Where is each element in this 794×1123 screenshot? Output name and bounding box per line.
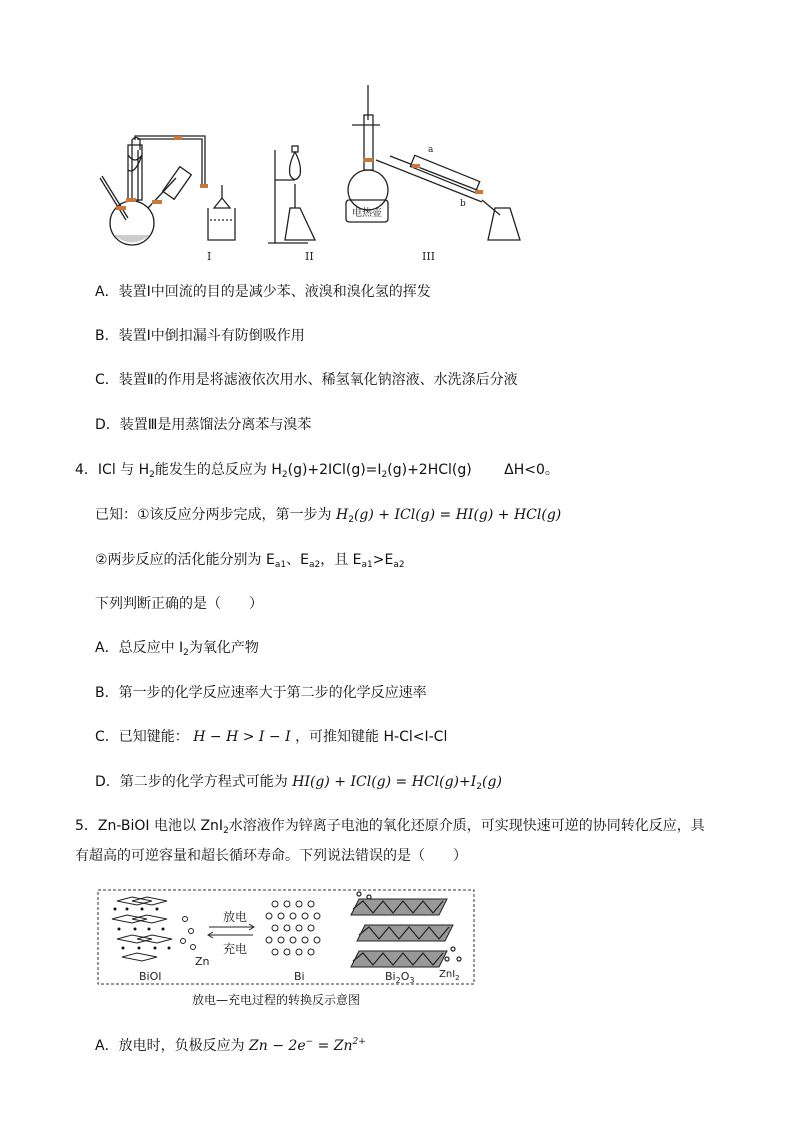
q4-stem: 4．ICl 与 $H_2$能发生的总反应为 $H_2(g)+2ICl(g)=I_2(g)+2HCl(g)$ ΔH<0。: [75, 462, 559, 480]
port-a-label: a: [428, 145, 434, 155]
q5-option-a: A．放电时，负极反应为 $Zn - 2e^- = Zn^{2+}$: [95, 1037, 366, 1054]
apparatus-ii-label: II: [305, 250, 314, 263]
q4-known-1: 已知：①该反应分两步完成，第一步为 $H_2(g) + ICl(g) = HI(g) + HCl(g)$: [95, 507, 562, 525]
q3-option-a: A．装置Ⅰ中回流的目的是减少苯、液溴和溴化氢的挥发: [95, 284, 431, 300]
discharge-label: 放电: [223, 910, 248, 924]
q3-option-b: B．装置Ⅰ中倒扣漏斗有防倒吸作用: [95, 328, 305, 344]
zn-label: Zn: [195, 955, 210, 968]
charge-label: 充电: [223, 942, 248, 956]
heater-label: 电热壶: [352, 208, 382, 219]
q4-question: 下列判断正确的是（ ）: [95, 596, 263, 612]
q4-option-d: D．第二步的化学方程式可能为 $HI(g) + ICl(g) = HCl(g)+I_2(g)$: [95, 774, 502, 792]
biol-label: BiOI: [139, 970, 162, 983]
zni2-label: ZnI$_2$: [439, 969, 460, 982]
apparatus-i-label: I: [207, 250, 212, 263]
conversion-diagram: [97, 889, 477, 987]
q4-option-b: B．第一步的化学反应速率大于第二步的化学反应速率: [95, 685, 427, 701]
bi2o3-label: $Bi_2O_3$: [385, 970, 415, 985]
port-b-label: b: [460, 199, 466, 209]
apparatus-iii-label: III: [422, 250, 436, 263]
figure-caption: 放电—充电过程的转换反示意图: [192, 993, 361, 1007]
q4-option-c: C．已知键能： H − H > I − I ，可推知键能 H-Cl<I-Cl: [95, 729, 448, 745]
q5-stem-line1: 5．Zn-BiOI 电池以 ZnI$_2$水溶液作为锌离子电池的氧化还原介质，可实现快速可逆的协同转化反应，具: [75, 818, 705, 836]
bi-label: Bi: [294, 970, 305, 983]
q3-option-c: C．装置Ⅱ的作用是将滤液依次用水、稀氢氧化钠溶液、水洗涤后分液: [95, 372, 518, 388]
q4-option-a: A．总反应中 $I_2$为氧化产物: [95, 640, 259, 658]
q5-stem-line2: 有超高的可逆容量和超长循环寿命。下列说法错误的是（ ）: [75, 848, 467, 864]
apparatus-figure: [90, 80, 530, 265]
q3-option-d: D．装置Ⅲ是用蒸馏法分离苯与溴苯: [95, 417, 312, 433]
q4-known-2: ②两步反应的活化能分别为 $E_{a1}$、$E_{a2}$，且 $E_{a1}>E_{a2}$: [95, 552, 405, 570]
